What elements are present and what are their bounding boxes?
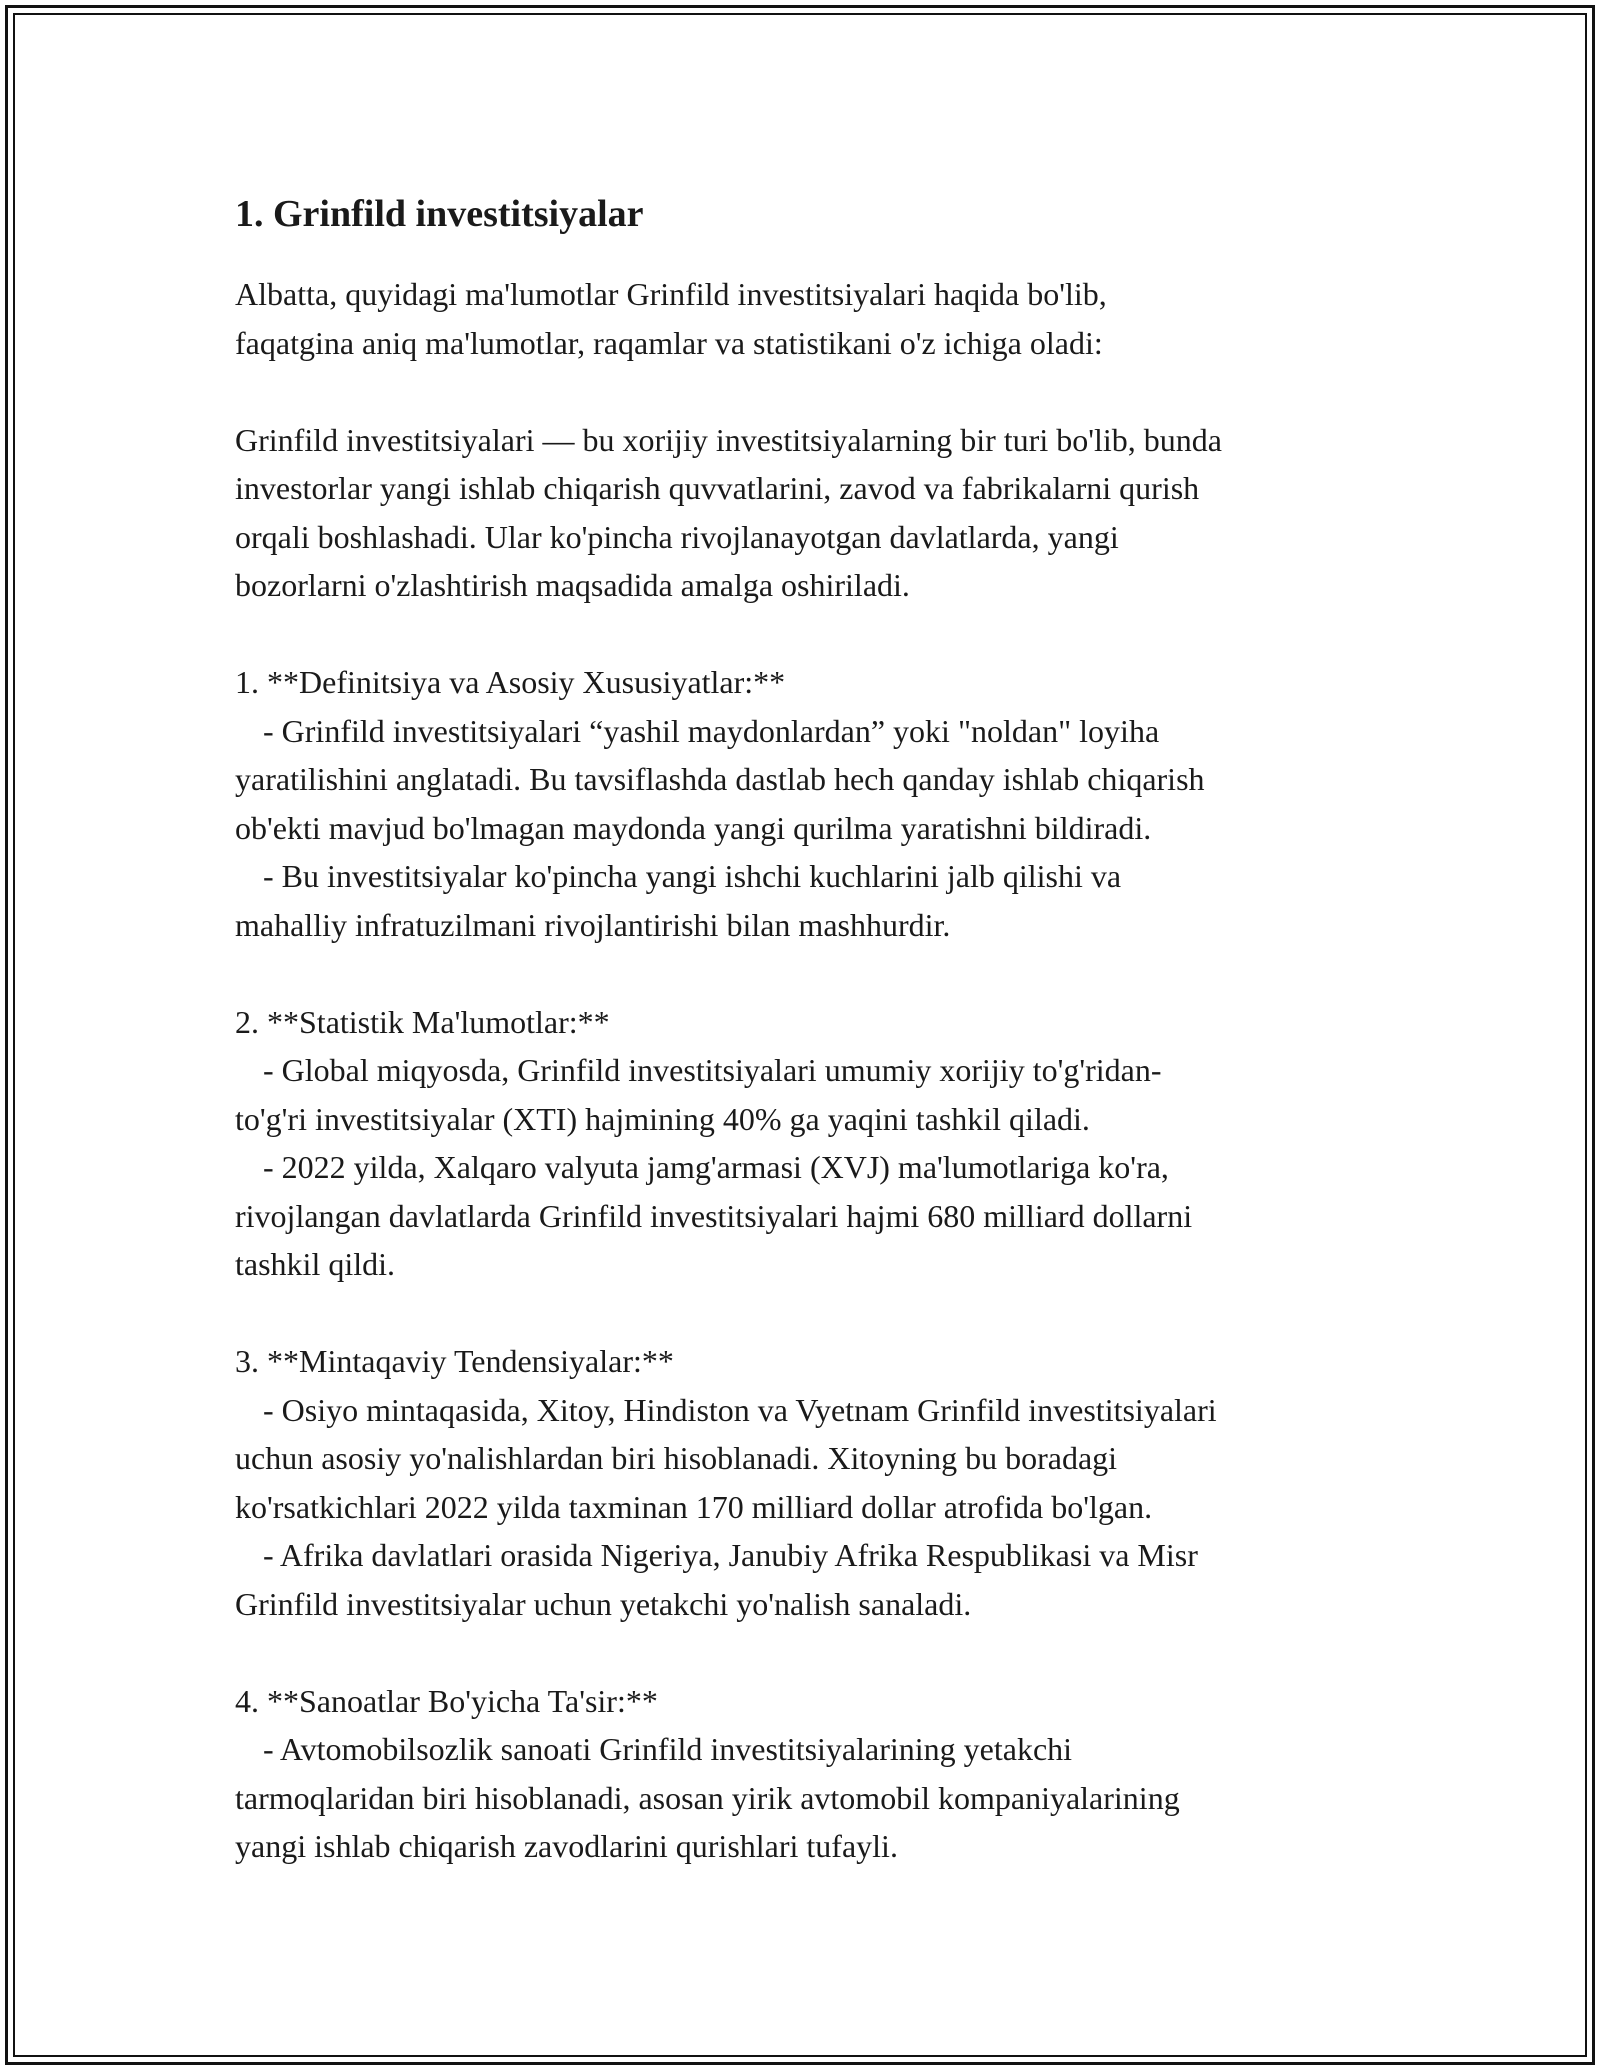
spacer [235,1628,1375,1677]
intro-paragraph: Albatta, quyidagi ma'lumotlar Grinfild investitsiyalari haqida bo'lib, faqatgina aniq ma'lumotlar, raqamlar va statistikani o'z ichiga oladi: [235,276,1107,361]
section-bullet [235,1531,1375,1628]
section-bullet [235,1725,1375,1871]
section-bullet [235,1143,1375,1289]
bullet-text: - 2022 yilda, Xalqaro valyuta jamg'armasi (XVJ) ma'lumotlariga ko'ra, rivojlangan davlatlarda Grinfild investitsiyalari hajmi 680 milliard dollarni tashkil qildi. [235,1149,1193,1282]
definition-paragraph: Grinfild investitsiyalari — bu xorijiy investitsiyalarning bir turi bo'lib, bunda investorlar yangi ishlab chiqarish quvvatlarini, zavod va fabrikalarni qurish orqali boshlashadi. Ular ko'pincha rivojlanayotgan davlatlarda, yangi bozorlarni o'zlashtirish maqsadida amalga oshiriladi. [235,421,1222,603]
section-heading: 3. **Mintaqaviy Tendensiyalar:** [235,1343,674,1379]
bullet-text: - Global miqyosda, Grinfild investitsiyalari umumiy xorijiy to'g'ridan- to'g'ri investitsiyalar (XTI) hajmining 40% ga yaqini tashkil qiladi. [235,1052,1162,1137]
section-bullet [235,707,1375,853]
spacer [235,367,1375,416]
section-bullet [235,1046,1375,1143]
section-bullet [235,852,1375,949]
section-definition [235,658,1375,949]
bullet-text: - Osiyo mintaqasida, Xitoy, Hindiston va Vyetnam Grinfild investitsiyalari uchun asosiy yo'nalishlardan biri hisoblanadi. Xitoyning bu boradagi ko'rsatkichlari 2022 yilda taxminan 170 milliard dollar atrofida bo'lgan. [235,1391,1217,1525]
section-regional-trends [235,1337,1375,1628]
bullet-text: - Bu investitsiyalar ko'pincha yangi ishchi kuchlarini jalb qilishi va mahalliy infratuzilmani rivojlantirishi bilan mashhurdir. [235,858,1122,943]
section-statistics [235,998,1375,1289]
spacer [235,949,1375,998]
spacer [235,1289,1375,1338]
section-heading: 4. **Sanoatlar Bo'yicha Ta'sir:** [235,1682,658,1719]
document-body [235,188,1375,1871]
bullet-text: - Grinfild investitsiyalari “yashil maydonlardan” yoki "noldan" loyiha yaratilishini anglatadi. Bu tavsiflashda dastlab hech qanday ishlab chiqarish ob'ekti mavjud bo'lmagan maydonda yangi qurilma yaratishni bildiradi. [235,712,1205,846]
section-heading: 1. **Definitsiya va Asosiy Xususiyatlar:** [235,664,786,700]
section-industry-impact [235,1677,1375,1871]
bullet-text: - Afrika davlatlari orasida Nigeriya, Janubiy Afrika Respublikasi va Misr Grinfild investitsiyalar uchun yetakchi yo'nalish sanaladi. [235,1537,1198,1622]
section-bullet [235,1386,1375,1532]
bullet-text: - Avtomobilsozlik sanoati Grinfild investitsiyalarining yetakchi tarmoqlaridan biri hisoblanadi, asosan yirik avtomobil kompaniyalarining yangi ishlab chiqarish zavodlarini qurishlari tufayli. [235,1731,1180,1864]
section-heading: 2. **Statistik Ma'lumotlar:** [235,1003,610,1040]
document-title: 1. Grinfild investitsiyalar [235,193,644,235]
spacer [235,610,1375,659]
